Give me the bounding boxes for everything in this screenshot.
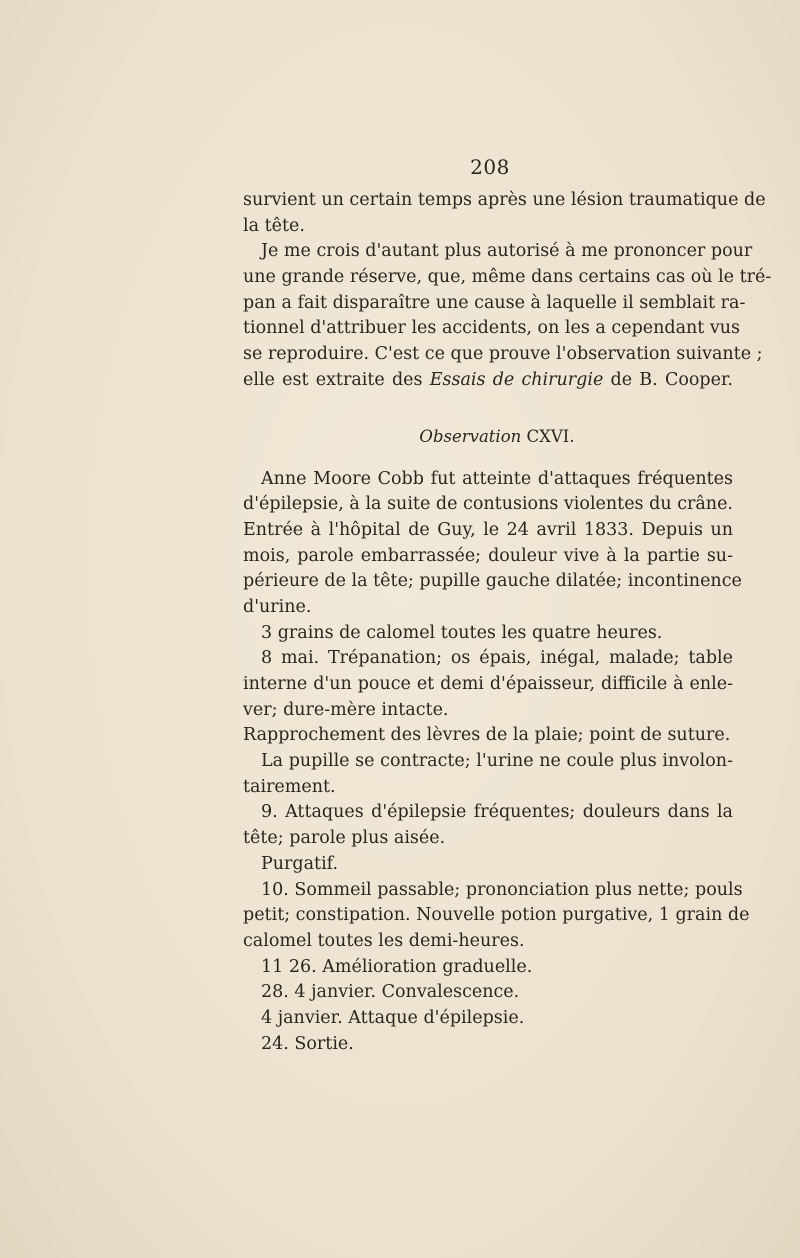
text-line: 11 26. Amélioration graduelle. [261, 956, 533, 977]
observation-paragraph [243, 980, 733, 1006]
citation-suffix: de B. Cooper. [610, 369, 733, 390]
observation-paragraph [243, 646, 733, 723]
text-line: périeure de la tête; pupille gauche dilatée; incontinence [243, 571, 742, 592]
text-line: La pupille se contracte; l'urine ne coule plus involon- [261, 751, 733, 772]
text-line: 9. Attaques d'épilepsie fréquentes; douleurs dans la [261, 802, 733, 823]
observation-paragraph [243, 621, 733, 647]
text-line: tête; parole plus aisée. [243, 828, 446, 849]
text-line: 3 grains de calomel toutes les quatre heures. [261, 622, 663, 643]
observation-heading [261, 424, 733, 449]
text-line: se reproduire. C'est ce que prouve l'observation suivante ; [243, 344, 763, 365]
text-line: la tête. [243, 215, 305, 236]
text-line: ver; dure-mère intacte. [243, 699, 449, 720]
observation-paragraph [243, 467, 742, 621]
citation-title: Essais de chirurgie [429, 369, 604, 390]
paragraph-reserve [243, 239, 772, 393]
text-line: Entrée à l'hôpital de Guy, le 24 avril 1833. Depuis un [243, 519, 733, 540]
text-line: tionnel d'attribuer les accidents, on les a cependant vus [243, 318, 741, 339]
text-line: petit; constipation. Nouvelle potion purgative, 1 grain de [243, 905, 750, 926]
body-text [243, 188, 772, 1057]
text-line: 24. Sortie. [261, 1033, 354, 1054]
text-line: pan a fait disparaître une cause à laquelle il semblait ra- [243, 292, 746, 313]
text-line: Je me crois d'autant plus autorisé à me prononcer pour [261, 241, 753, 262]
paragraph-continuation [243, 188, 766, 239]
text-line: d'urine. [243, 596, 312, 617]
text-line: 10. Sommeil passable; prononciation plus nette; pouls [261, 879, 743, 900]
text-line: 8 mai. Trépanation; os épais, inégal, malade; table [261, 648, 733, 669]
text-line: 4 janvier. Attaque d'épilepsie. [261, 1007, 525, 1028]
observation-paragraph [243, 955, 733, 981]
text-line: survient un certain temps après une lésion traumatique de [243, 190, 766, 210]
text-line: d'épilepsie, à la suite de contusions violentes du crâne. [243, 494, 733, 515]
observation-paragraph [243, 1032, 733, 1058]
observation-paragraph [243, 749, 733, 800]
text-line: mois, parole embarrassée; douleur vive à la partie su- [243, 545, 733, 566]
text-line: calomel toutes les demi-heures. [243, 930, 525, 951]
text-line: Anne Moore Cobb fut atteinte d'attaques fréquentes [261, 468, 733, 489]
text-line: 28. 4 janvier. Convalescence. [261, 982, 520, 1003]
observation-paragraph [243, 1006, 733, 1032]
text-line: Rapprochement des lèvres de la plaie; point de suture. [243, 725, 731, 746]
observation-paragraph [243, 800, 733, 851]
heading-italic: Observation [419, 426, 522, 446]
observation-paragraph [243, 852, 733, 878]
page-number: 208 [470, 155, 510, 179]
text-line: une grande réserve, que, même dans certains cas où le tré- [243, 267, 772, 288]
heading-number: CXVI. [526, 426, 575, 446]
observation-paragraph [243, 723, 733, 749]
text-line: Purgatif. [261, 853, 339, 874]
text-line-citation [243, 368, 733, 394]
observation-paragraph [243, 878, 750, 955]
citation-prefix: elle est extraite des [243, 369, 423, 390]
text-line: interne d'un pouce et demi d'épaisseur, difficile à enle- [243, 674, 733, 694]
text-line: tairement. [243, 776, 336, 797]
